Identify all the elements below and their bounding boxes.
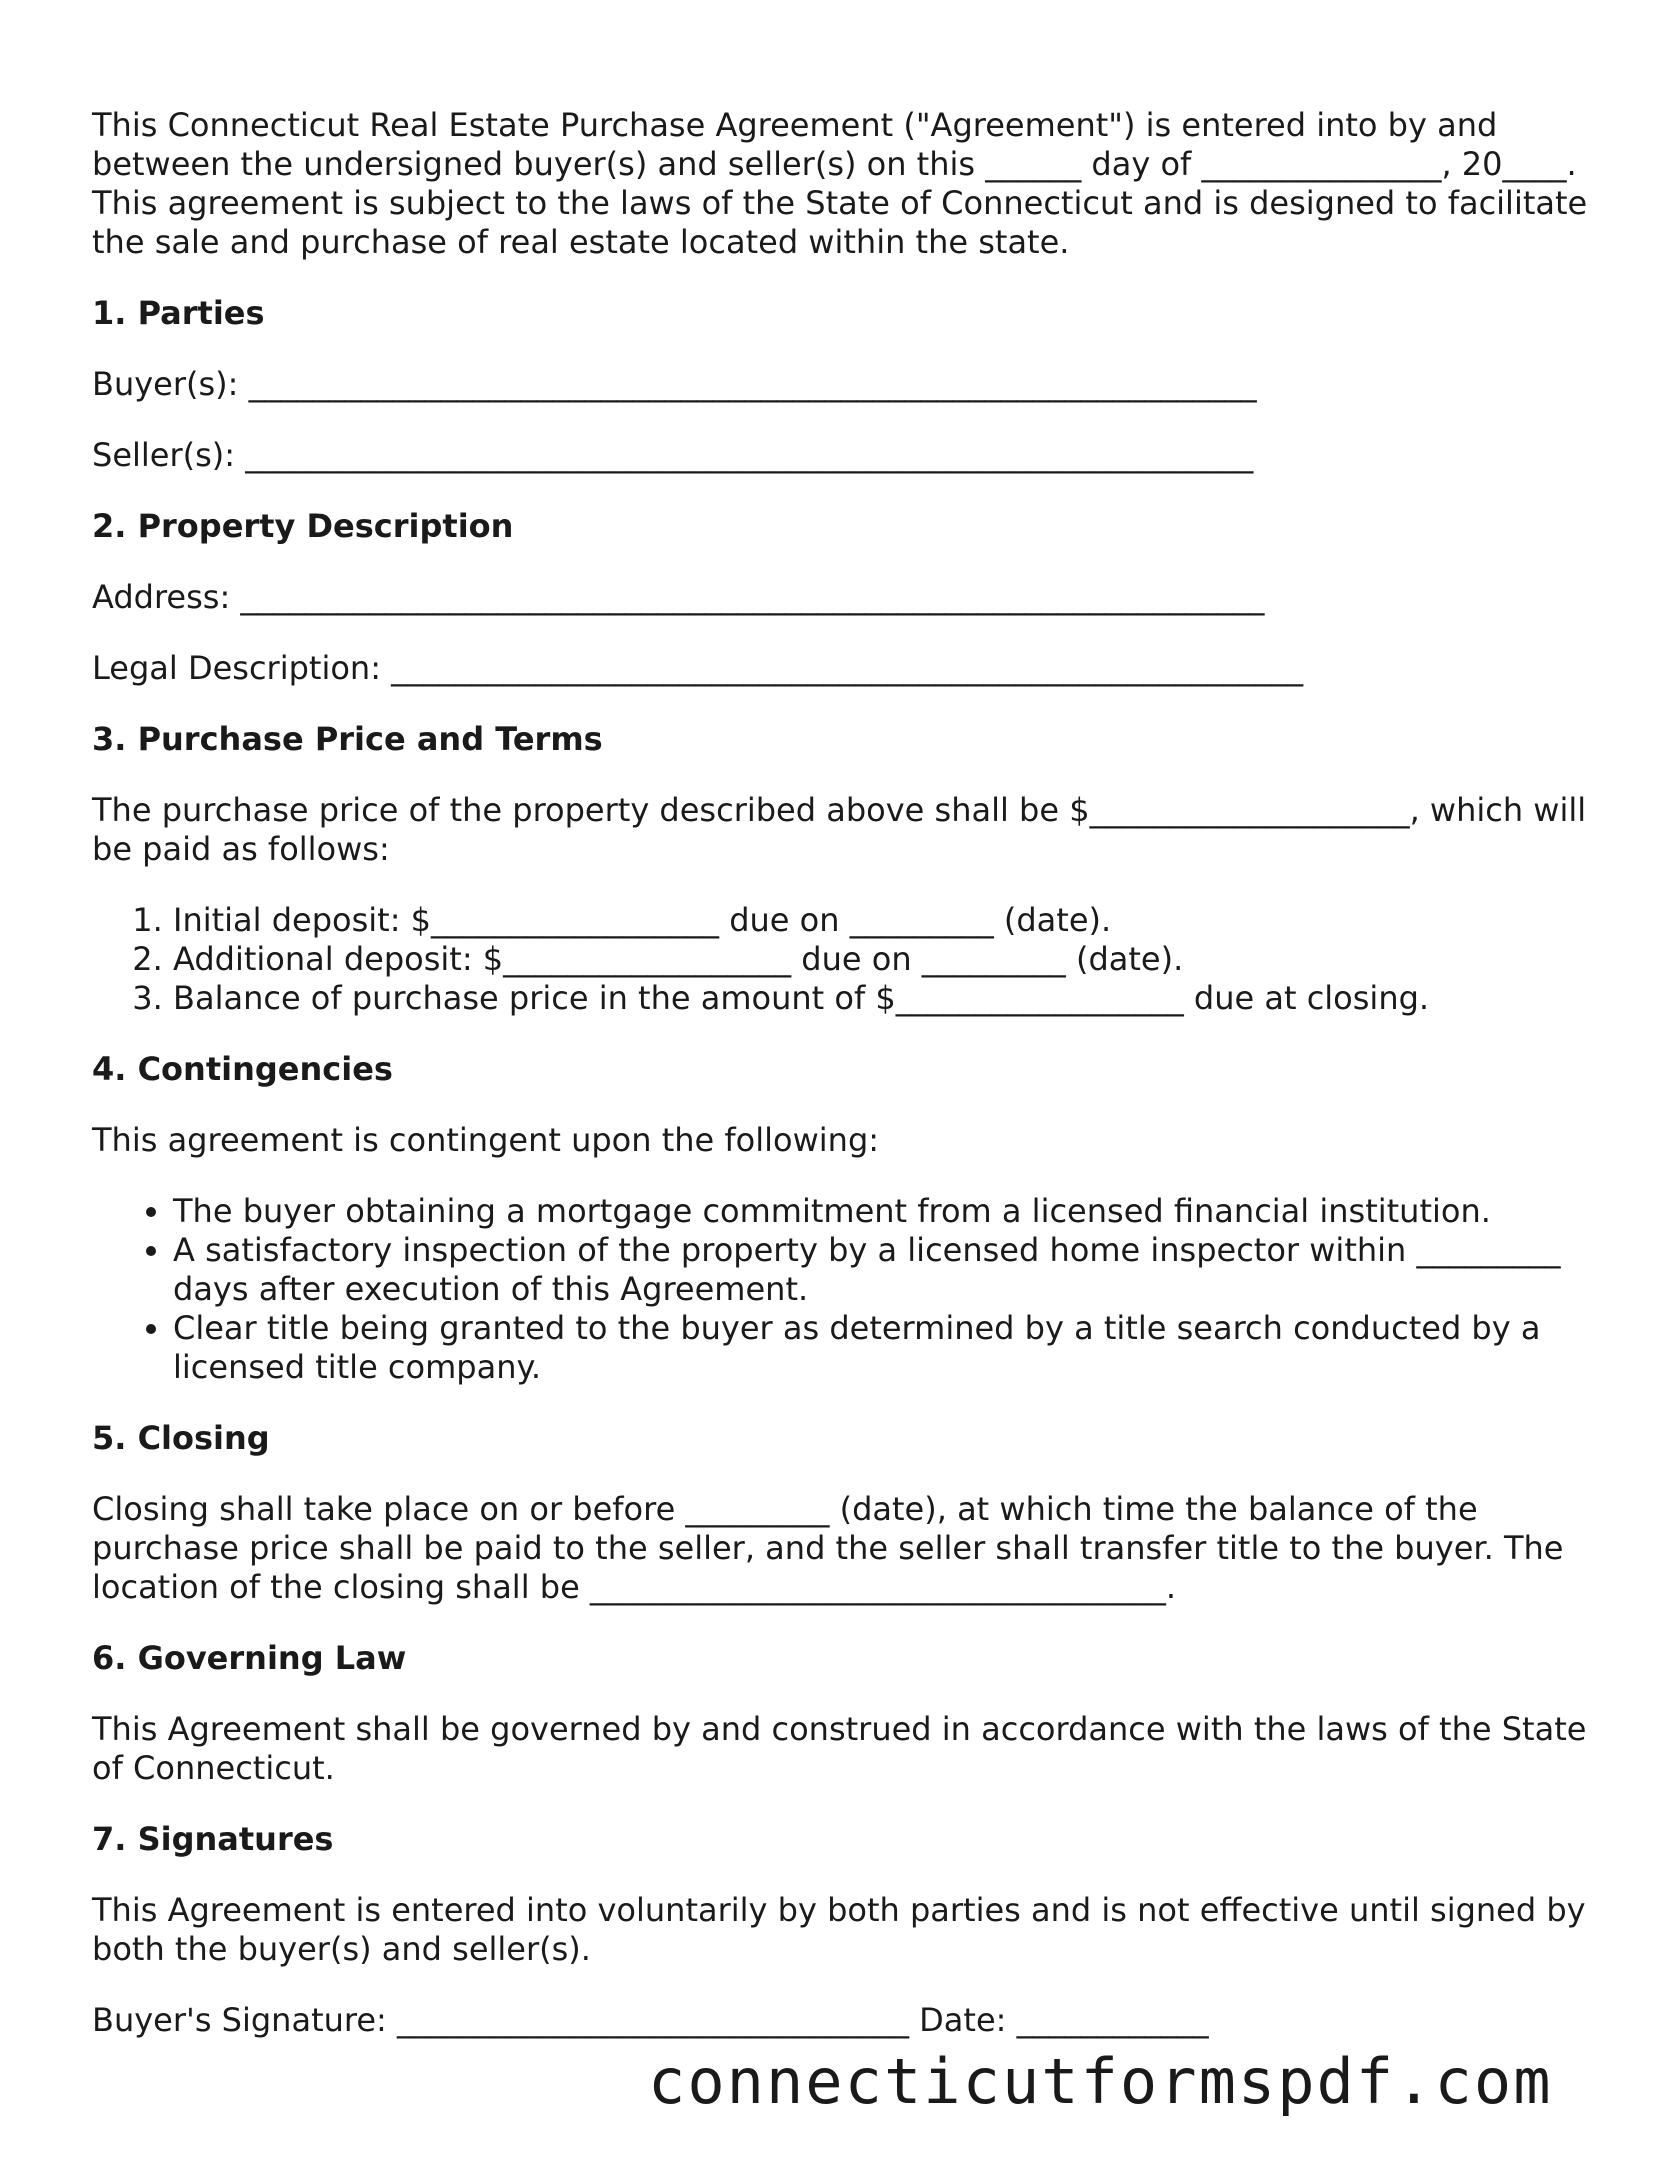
list-item: 3. Balance of purchase price in the amount of $__________________ due at closing. bbox=[173, 979, 1592, 1018]
watermark: connecticutformspdf.com bbox=[648, 2045, 1553, 2118]
list-item: 2. Additional deposit: $__________________ due on _________ (date). bbox=[173, 940, 1592, 979]
section-signatures-heading: 7. Signatures bbox=[92, 1820, 334, 1858]
legal-description-field: Legal Description: _________________________________________________________ bbox=[92, 649, 1304, 687]
price-paragraph: The purchase price of the property described above shall be $____________________, which will be paid as follows: bbox=[92, 791, 1587, 868]
section-price-heading: 3. Purchase Price and Terms bbox=[92, 720, 603, 758]
buyer-signature-field: Buyer's Signature: ________________________________ Date: ____________ bbox=[92, 2001, 1209, 2039]
document-page bbox=[92, 106, 1592, 2072]
section-governing-law-heading: 6. Governing Law bbox=[92, 1639, 407, 1677]
payment-list bbox=[92, 901, 1592, 1018]
section-closing-heading: 5. Closing bbox=[92, 1419, 270, 1457]
signatures-paragraph: This Agreement is entered into voluntarily by both parties and is not effective until signed by both the buyer(s) and seller(s). bbox=[92, 1891, 1586, 1968]
list-item: • A satisfactory inspection of the property by a licensed home inspector within _________ days after execution of this Agreement. bbox=[173, 1231, 1592, 1309]
buyers-field: Buyer(s): _______________________________________________________________ bbox=[92, 365, 1257, 403]
list-item: • The buyer obtaining a mortgage commitment from a licensed financial institution. bbox=[173, 1192, 1592, 1231]
closing-paragraph: Closing shall take place on or before _________ (date), at which time the balance of the purchase price shall be paid to the seller, and the seller shall transfer title to the buyer. The location of the closing shall be ____________________________________. bbox=[92, 1490, 1564, 1606]
sellers-field: Seller(s): _______________________________________________________________ bbox=[92, 436, 1254, 474]
section-parties-heading: 1. Parties bbox=[92, 294, 265, 332]
governing-law-paragraph: This Agreement shall be governed by and construed in accordance with the laws of the State of Connecticut. bbox=[92, 1710, 1587, 1787]
section-property-heading: 2. Property Description bbox=[92, 507, 514, 545]
contingencies-list bbox=[92, 1192, 1592, 1387]
list-item: • Clear title being granted to the buyer as determined by a title search conducted by a licensed title company. bbox=[173, 1309, 1592, 1387]
intro-paragraph: This Connecticut Real Estate Purchase Agreement ("Agreement") is entered into by and between the undersigned buyer(s) and seller(s) on this ______ day of _______________, 20____. This agreement is subject to the laws of the State of Connecticut and is designed to facilitate the sale and purchase of real estate located within the state. bbox=[92, 106, 1588, 261]
section-contingencies-heading: 4. Contingencies bbox=[92, 1050, 393, 1088]
contingencies-paragraph: This agreement is contingent upon the following: bbox=[92, 1121, 880, 1159]
list-item: 1. Initial deposit: $__________________ due on _________ (date). bbox=[173, 901, 1592, 940]
address-field: Address: ________________________________________________________________ bbox=[92, 578, 1265, 616]
